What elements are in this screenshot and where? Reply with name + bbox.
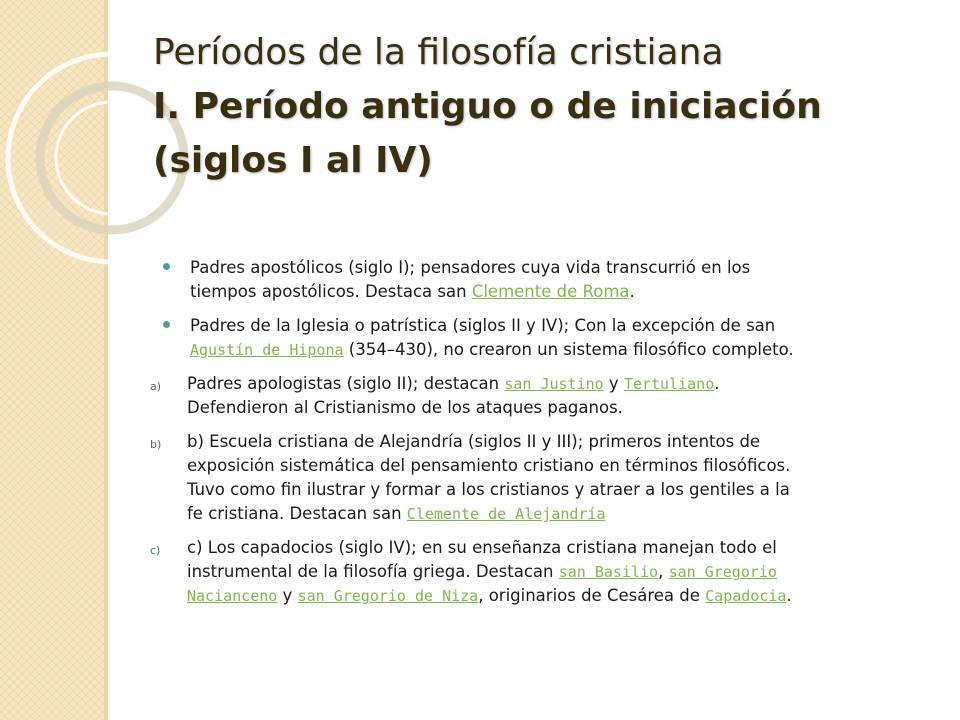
bullet-item-padres-iglesia (160, 314, 800, 362)
link-clemente-de-alejandria[interactable]: Clemente de Alejandría (406, 505, 606, 523)
link-san-gregorio-nacianceno[interactable]: san Gregorio Nacianceno (187, 563, 777, 605)
link-san-basilio[interactable]: san Basilio (558, 563, 659, 581)
slide-title (153, 26, 893, 188)
link-tertuliano[interactable]: Tertuliano (623, 375, 715, 393)
link-agustin-de-hipona[interactable]: Agustín de Hipona (190, 341, 344, 359)
slide-content (150, 256, 800, 618)
link-san-justino[interactable]: san Justino (504, 375, 604, 393)
link-clemente-de-roma[interactable]: Clemente de Roma (471, 282, 630, 301)
link-san-gregorio-de-niza[interactable]: san Gregorio de Niza (297, 587, 479, 605)
sub-item-text: . Defendieron al Cristianismo de los ataques paganos. (187, 374, 720, 417)
sub-item-text: , originarios de Cesárea de (478, 586, 706, 605)
bullet-text: Padres apostólicos (siglo I); pensadores cuya vida transcurrió en los tiempos apostólicos. Destaca san (190, 258, 751, 301)
sub-item-text: Padres apologistas (siglo II); destacan (187, 374, 505, 393)
title-line-2: I. Período antiguo o de iniciación (siglos I al IV) (153, 86, 822, 181)
sub-item-alejandria (150, 430, 800, 526)
sub-list (150, 372, 800, 608)
sub-item-capadocios (150, 536, 800, 608)
title-line-1: Períodos de la filosofía cristiana (153, 32, 724, 73)
sub-item-text: c) Los capadocios (siglo IV); en su enseñanza cristiana manejan todo el instrumental de la filosofía griega. Destacan (187, 538, 777, 581)
sub-item-text: b) Escuela cristiana de Alejandría (siglos II y III); primeros intentos de exposición sistemática del pensamiento cristiano en términos filosóficos. Tuvo como fin ilustrar y formar a los cristianos y atraer a los gentiles a la fe cristiana. Destacan san (187, 432, 791, 523)
bullet-item-padres-apostolicos (160, 256, 800, 304)
bullet-text: (354–430), no crearon un sistema filosófico completo. (343, 340, 794, 359)
bullet-text: . (629, 282, 635, 301)
sub-item-text: . (786, 586, 792, 605)
list-marker: a) (150, 380, 162, 393)
sub-item-text: y (603, 374, 624, 393)
list-marker: c) (150, 544, 161, 557)
list-marker: b) (150, 438, 162, 451)
bullet-text: Padres de la Iglesia o patrística (siglos II y IV); Con la excepción de san (190, 316, 776, 335)
link-capadocia[interactable]: Capadocia (705, 587, 787, 605)
sub-item-text: , (658, 562, 669, 581)
sub-item-text: y (277, 586, 298, 605)
sub-item-apologistas (150, 372, 800, 420)
bullet-dot-icon (163, 263, 170, 270)
bullet-dot-icon (163, 321, 170, 328)
